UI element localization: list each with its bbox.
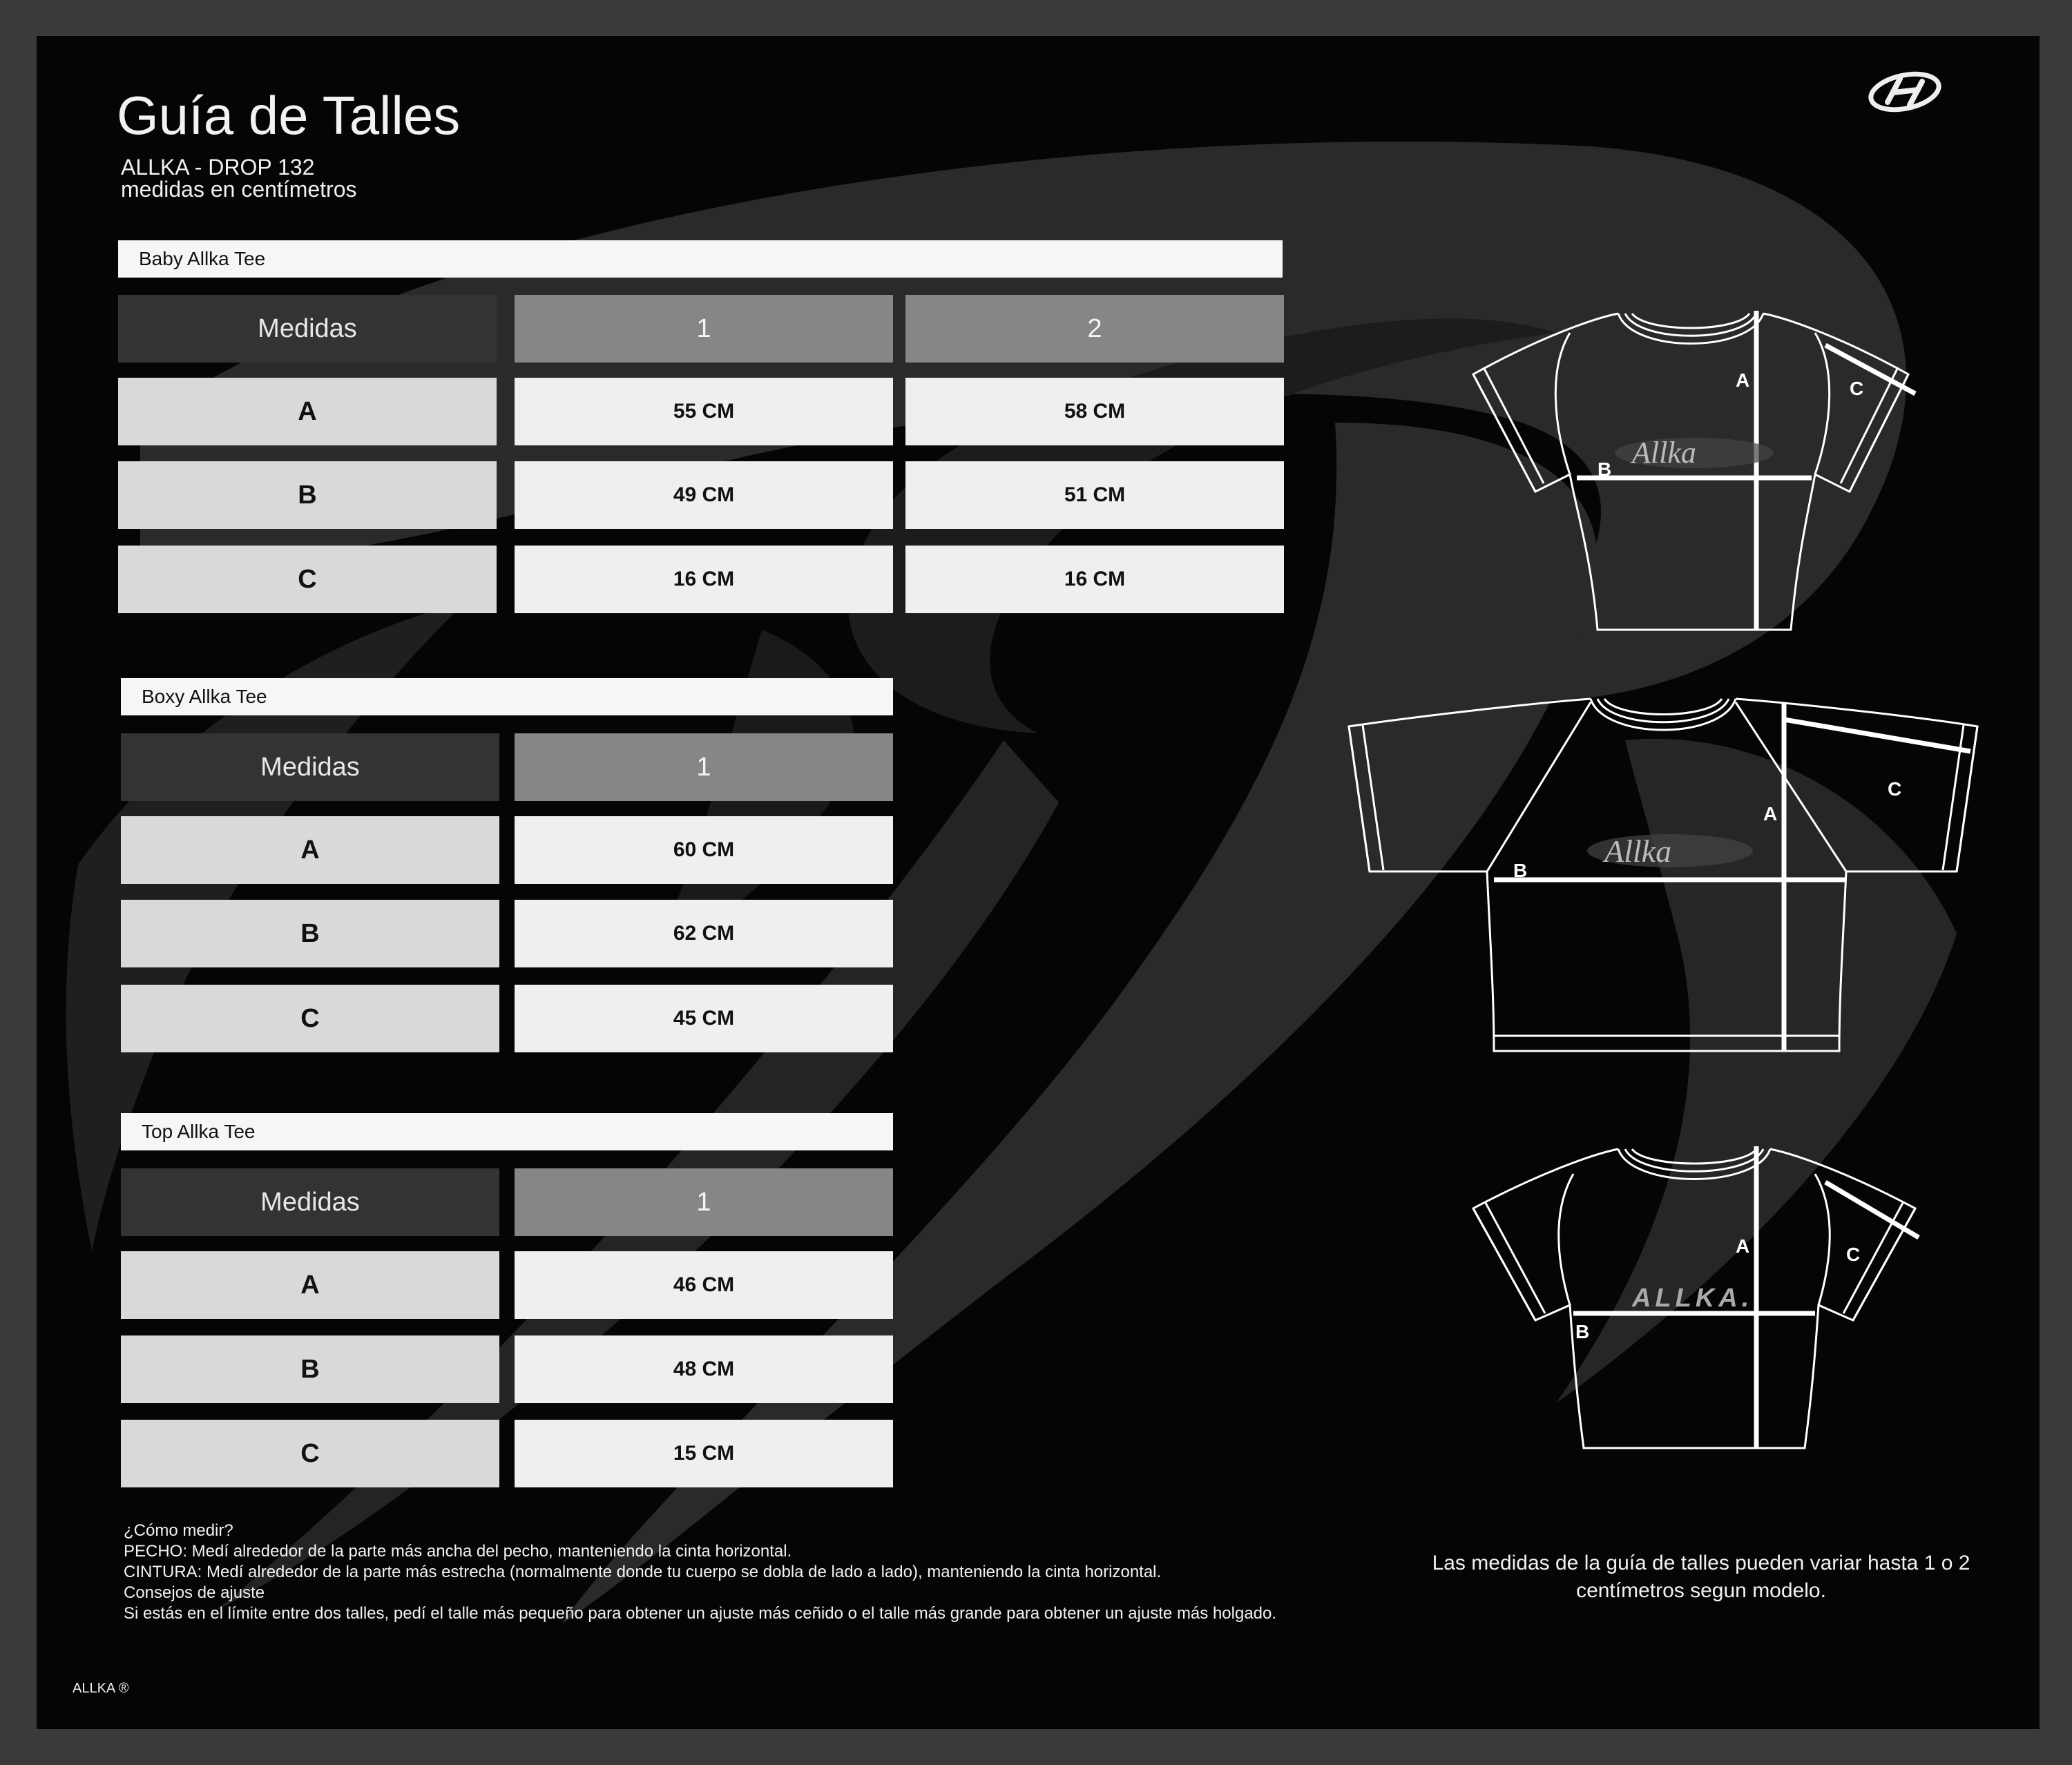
boxy-tee-print: Allka: [1604, 833, 1672, 869]
baby-value-c-1: 16 CM: [515, 546, 893, 613]
baby-header-size-2: 2: [905, 295, 1284, 363]
baby-header-size-1: 1: [515, 295, 893, 363]
note-line: Consejos de ajuste: [124, 1583, 265, 1602]
section-baby-allka-tee: Baby Allka Tee: [118, 240, 1283, 278]
note-line: CINTURA: Medí alrededor de la parte más estrecha (normalmente donde tu cuerpo se dobla de lado a lado), manteniendo la cinta horizontal.: [124, 1563, 1162, 1581]
footer-brand: ALLKA ®: [73, 1681, 129, 1696]
baby-tee-diagram: [1432, 264, 1943, 678]
baby-row-label-c: C: [118, 546, 497, 613]
top-label-b: B: [1575, 1321, 1590, 1342]
baby-value-c-2: 16 CM: [905, 546, 1284, 613]
baby-label-b: B: [1598, 459, 1612, 480]
top-value-c-1: 15 CM: [515, 1420, 893, 1487]
section-top-allka-tee: Top Allka Tee: [121, 1113, 893, 1150]
baby-value-b-2: 51 CM: [905, 461, 1284, 529]
measurement-disclaimer: Las medidas de la guía de talles pueden variar hasta 1 o 2 centímetros segun modelo.: [1432, 1552, 1970, 1602]
how-to-measure-notes: [124, 1521, 1276, 1624]
baby-row-label-b: B: [118, 461, 497, 529]
baby-label-a: A: [1736, 369, 1750, 391]
top-row-label-a: A: [121, 1251, 499, 1319]
top-label-c: C: [1846, 1244, 1861, 1265]
top-tee-diagram: [1432, 1134, 1943, 1493]
size-guide-panel: [37, 36, 2040, 1729]
drop-subtitle: ALLKA - DROP 132: [121, 155, 315, 180]
baby-header-medidas: Medidas: [118, 295, 497, 363]
boxy-row-label-b: B: [121, 900, 499, 967]
baby-value-b-1: 49 CM: [515, 461, 893, 529]
boxy-value-c-1: 45 CM: [515, 985, 893, 1052]
brand-logo-icon: [1867, 69, 1943, 115]
boxy-header-medidas: Medidas: [121, 733, 499, 801]
boxy-label-a: A: [1763, 803, 1778, 824]
top-header-size-1: 1: [515, 1168, 893, 1236]
baby-label-c: C: [1850, 378, 1864, 399]
boxy-value-a-1: 60 CM: [515, 816, 893, 884]
boxy-row-label-a: A: [121, 816, 499, 884]
boxy-header-size-1: 1: [515, 733, 893, 801]
baby-row-label-a: A: [118, 378, 497, 445]
boxy-value-b-1: 62 CM: [515, 900, 893, 967]
note-line: Si estás en el límite entre dos talles, pedí el talle más pequeño para obtener un ajuste más ceñido o el talle más grande para obtener un ajuste más holgado.: [124, 1604, 1277, 1623]
units-note: medidas en centímetros: [121, 177, 357, 202]
top-value-a-1: 46 CM: [515, 1251, 893, 1319]
page-title: Guía de Talles: [117, 85, 461, 146]
top-tee-print: ALLKA.: [1632, 1284, 1754, 1313]
note-line: ¿Cómo medir?: [124, 1521, 233, 1540]
note-line: PECHO: Medí alrededor de la parte más ancha del pecho, manteniendo la cinta horizontal.: [124, 1542, 792, 1561]
baby-value-a-1: 55 CM: [515, 378, 893, 445]
top-value-b-1: 48 CM: [515, 1335, 893, 1403]
top-row-label-c: C: [121, 1420, 499, 1487]
boxy-label-c: C: [1888, 778, 1902, 800]
top-row-label-b: B: [121, 1335, 499, 1403]
top-label-a: A: [1736, 1235, 1750, 1257]
boxy-row-label-c: C: [121, 985, 499, 1052]
section-boxy-allka-tee: Boxy Allka Tee: [121, 678, 893, 715]
boxy-label-b: B: [1513, 860, 1528, 881]
top-header-medidas: Medidas: [121, 1168, 499, 1236]
boxy-tee-diagram: [1335, 685, 2026, 1086]
baby-tee-print: Allka: [1632, 436, 1696, 470]
baby-value-a-2: 58 CM: [905, 378, 1284, 445]
